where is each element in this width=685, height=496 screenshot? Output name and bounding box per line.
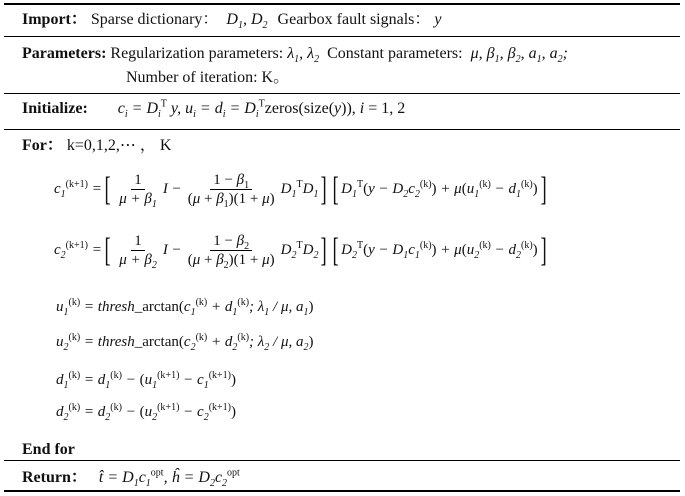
import-dictionary-text: Sparse dictionary： [90,11,219,28]
initialize-label: Initialize: [22,100,88,117]
arctan-label-2: _arctan [134,334,179,350]
iteration-text: Number of iteration: [126,69,258,86]
parameters-regularization-text: Regularization parameters: [110,45,284,62]
iteration-row [126,68,677,88]
initialize-row [22,99,677,119]
update-c1-equation: $c_1^{(k+1)}$ = [ $\frac{1}{\mu + \beta_1}$ I − $\frac{1 - \beta_1}{(\mu + \beta_1)(1 + \mu)}$ $D_1^TD_1$ ] [ $D_1^T(y - D_2c_2^{(k)}) + \mu(u_1^{(k)} - d_1^{(k)})$ ] [54,170,547,210]
update-d2-equation: $d_2^{(k)} = d_2^{(k)} - (u_2^{(k+1)} - c_2^{(k+1)})$ [56,402,236,423]
iteration-symbol: K。 [261,69,290,86]
parameters-constant-text: Constant parameters: [327,45,463,62]
parameters-row [22,44,677,64]
constant-symbols: μ, $\beta_1$, $\beta_2$, $a_1$, $a_2$; [466,45,568,66]
endfor-label: End for [22,441,75,458]
parameters-label: Parameters: [22,45,107,62]
divider-initialize [4,129,680,130]
for-range: k=0,1,2,⋯ ， K [66,137,172,154]
return-equation: t̂ = $D_1c_1^{opt}$, ĥ = $D_2c_2^{opt}$ [98,467,240,490]
for-row [22,136,677,156]
return-label: Return： [22,469,87,486]
update-d1-equation: $d_1^{(k)} = d_1^{(k)} - (u_1^{(k+1)} - c_1^{(k+1)})$ [56,370,236,391]
divider-parameters [4,93,680,94]
endfor-row [22,440,677,460]
divider-import [4,36,680,37]
update-u2-equation: $u_2^{(k)}$ = $thresh\_\arctan(c_2^{(k)} + d_2^{(k)}$; $\lambda_2$ / μ, $a_2$) [56,332,314,353]
divider-endfor [4,460,680,461]
thresh-func-1: thresh [97,299,135,315]
import-label: Import： [22,11,87,28]
lambda-symbols: $\lambda_1$, $\lambda_2$ [287,45,320,66]
initialize-equation: $c_i = D_i^T$ y, $u_i = d_i$ = $D_i^Tzeros(size(y))$, i = 1, 2 [117,98,406,121]
import-row [22,10,677,30]
thresh-func-2: thresh [97,334,135,350]
update-u1-equation: $u_1^{(k)}$ = $thresh\_\arctan(c_1^{(k)} + d_1^{(k)}$; $\lambda_1$ / μ, $a_1$) [56,297,314,318]
import-dict-symbols: $D_1$, $D_2$ [222,11,268,32]
update-c2-equation: $c_2^{(k+1)}$ = [ $\frac{1}{\mu + \beta_2}$ I − $\frac{1 - \beta_2}{(\mu + \beta_2)(1 + \mu)}$ $D_2^TD_2$ ] [ $D_2^T(y - D_1c_1^{(k)}) + \mu(u_2^{(k)} - d_2^{(k)})$ ] [54,231,547,271]
import-signal-symbol: y [434,11,442,28]
for-label: For： [22,137,63,154]
arctan-label-1: _arctan [134,299,179,315]
import-signal-text: Gearbox fault signals： [277,11,431,28]
return-row [22,468,677,488]
